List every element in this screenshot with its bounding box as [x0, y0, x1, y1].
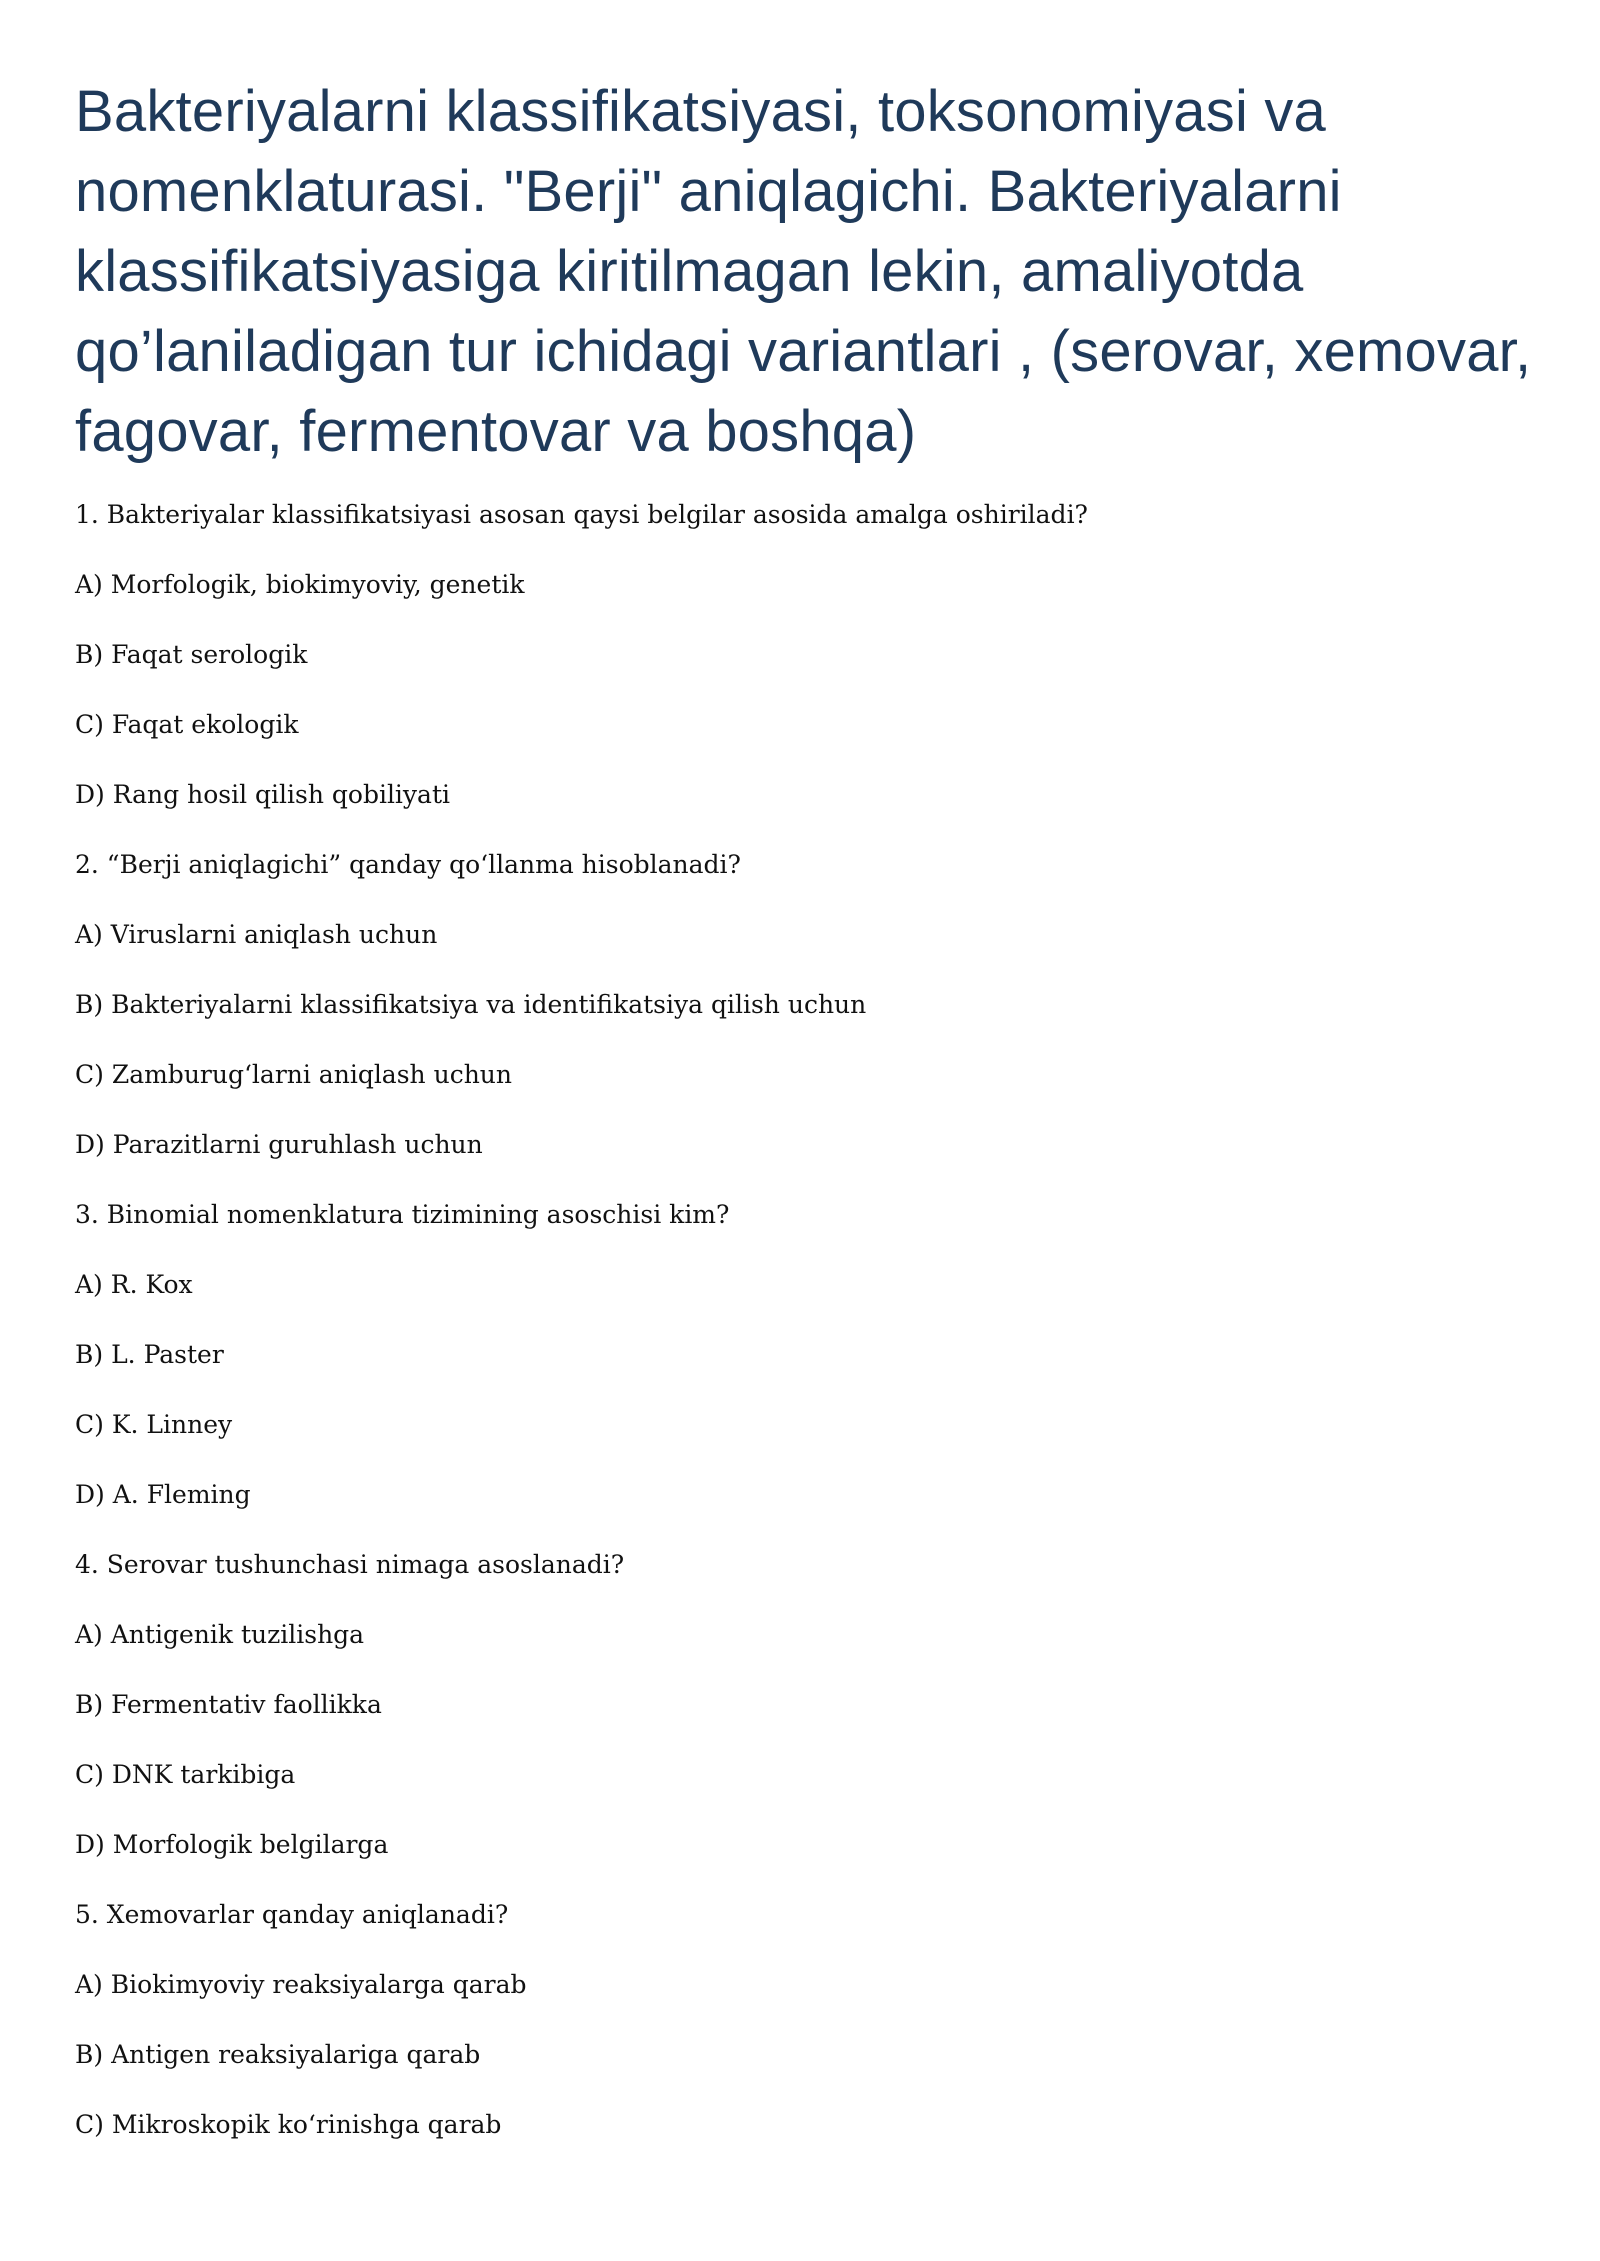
answer-option: A) Biokimyoviy reaksiyalarga qarab	[75, 1970, 527, 1999]
answer-option: D) Morfologik belgilarga	[75, 1830, 389, 1859]
document-page	[75, 72, 1535, 2178]
question-text: 2. “Berji aniqlagichi” qanday qo‘llanma hisoblanadi?	[75, 850, 741, 879]
answer-option: C) DNK tarkibiga	[75, 1760, 296, 1789]
answer-option: D) A. Fleming	[75, 1480, 251, 1509]
answer-option: B) Bakteriyalarni klassifikatsiya va identifikatsiya qilish uchun	[75, 990, 867, 1019]
answer-option: B) L. Paster	[75, 1340, 224, 1369]
answer-option: B) Faqat serologik	[75, 640, 308, 669]
question-text: 4. Serovar tushunchasi nimaga asoslanadi?	[75, 1550, 625, 1579]
answer-option: A) Morfologik, biokimyoviy, genetik	[75, 570, 525, 599]
answer-option: B) Antigen reaksiyalariga qarab	[75, 2040, 481, 2069]
answer-option: A) Antigenik tuzilishga	[75, 1620, 365, 1649]
question-text: 5. Xemovarlar qanday aniqlanadi?	[75, 1900, 509, 1929]
answer-option: C) Mikroskopik ko‘rinishga qarab	[75, 2110, 502, 2139]
answer-option: D) Rang hosil qilish qobiliyati	[75, 780, 450, 809]
question-text: 1. Bakteriyalar klassifikatsiyasi asosan qaysi belgilar asosida amalga oshiriladi?	[75, 500, 1088, 529]
answer-option: D) Parazitlarni guruhlash uchun	[75, 1130, 483, 1159]
question-text: 3. Binomial nomenklatura tizimining asoschisi kim?	[75, 1200, 730, 1229]
answer-option: C) Faqat ekologik	[75, 710, 299, 739]
answer-option: C) K. Linney	[75, 1410, 233, 1439]
answer-option: A) Viruslarni aniqlash uchun	[75, 920, 438, 949]
answer-option: A) R. Kox	[75, 1270, 193, 1299]
answer-option: B) Fermentativ faollikka	[75, 1690, 382, 1719]
document-title: Bakteriyalarni klassifikatsiyasi, toksonomiyasi va nomenklaturasi. "Berji" aniqlagichi. Bakteriyalarni klassifikatsiyasiga kiritilmagan lekin, amaliyotda qo’laniladigan tur ichidagi variantlari , (serovar, xemovar, fagovar, fermentovar va boshqa)	[75, 79, 1532, 464]
question-list	[75, 498, 1535, 2178]
answer-option: C) Zamburug‘larni aniqlash uchun	[75, 1060, 512, 1089]
